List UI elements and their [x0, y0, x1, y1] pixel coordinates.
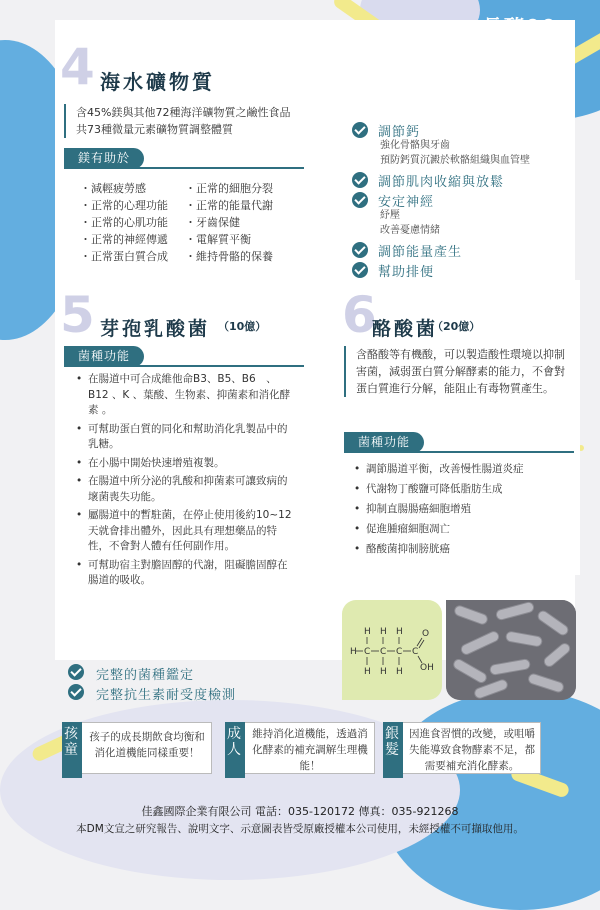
benefit-label: 安定神經 — [378, 195, 435, 210]
brand-logo-text — [482, 14, 570, 66]
section-4-intro — [64, 104, 290, 138]
list-item: • 在腸道中可合成維他命B3、B5、B6 、B12 、K 、葉酸、生物素、抑菌素和消化酵素 。 — [76, 372, 294, 419]
list-item: • 代謝物丁酸鹽可降低脂肪生成 — [354, 482, 574, 496]
list-item: • 可幫助宿主對膽固醇的代謝，阻礙膽固醇在腸道的吸收。 — [76, 558, 294, 589]
list-item: • 在小腸中開始快速增殖複製。 — [76, 456, 294, 472]
atom-label: H — [364, 667, 371, 677]
list-item: • 屬腸道中的暫駐菌，在停止使用後約10~12天就會排出體外，因此具有理想藥品的特性，不會對人體有任何副作用。 — [76, 508, 294, 555]
target-box-label: 孩童 — [62, 722, 82, 778]
section-6-tag: 菌種功能 — [344, 432, 424, 453]
list-item: ・正常的神經傳遞 — [80, 233, 168, 246]
check-icon — [68, 664, 84, 680]
benefit-label: 調節鈣 — [378, 125, 421, 140]
check-icon — [352, 192, 368, 208]
list-item: ・正常的能量代謝 — [185, 199, 273, 212]
section-6-count: （20億） — [432, 320, 481, 333]
check-icon — [352, 262, 368, 278]
atom-label: H — [396, 627, 403, 637]
list-item: ・牙齒保健 — [185, 216, 240, 229]
atom-label: C — [380, 647, 387, 657]
butyric-acid-molecule-image — [342, 600, 442, 700]
list-item: ・減輕疲勞感 — [80, 182, 146, 195]
benefit-sub: 改善憂慮情緒 — [380, 225, 440, 236]
section-5-number: 5 — [60, 286, 95, 344]
list-item: • 在腸道中所分泌的乳酸和抑菌素可讓致病的壞菌喪失功能。 — [76, 474, 294, 505]
list-item: ・電解質平衡 — [185, 233, 251, 246]
benefit-sub: 預防鈣質沉澱於軟骼組織與血管壁 — [380, 155, 530, 166]
section-5-count: （10億） — [218, 320, 267, 333]
benefit-label: 調節能量產生 — [378, 245, 463, 260]
section-4-list-col-2 — [185, 180, 273, 265]
footer-company: 佳鑫國際企業有限公司 電話：035-120172 傳真：035-921268 — [141, 805, 459, 818]
benefit-label: 幫助排便 — [378, 265, 435, 280]
atom-label: O — [422, 629, 430, 639]
check-icon — [68, 684, 84, 700]
list-item: ・正常的心理功能 — [80, 199, 168, 212]
target-box-text: 孩子的成長期飲食均衡和消化道機能同樣重要！ — [89, 731, 205, 759]
list-item: ・維持骨骼的保養 — [185, 250, 273, 263]
section-4-intro-line-1: 含45%鎂與其他72種海洋礦物質之鹼性食品 — [76, 106, 291, 119]
atom-label: H — [350, 647, 357, 657]
benefit-label: 調節肌肉收縮與放鬆 — [378, 175, 505, 190]
section-4-number: 4 — [60, 38, 95, 96]
atom-label: C — [364, 647, 371, 657]
section-4-intro-line-2: 共73種微量元素礦物質調整體質 — [76, 123, 233, 136]
bacteria-microscope-photo — [446, 600, 576, 700]
brand-line-1: 長酵99 — [482, 15, 558, 39]
brand-line-2: 有酵益菌 — [482, 41, 570, 65]
atom-label: OH — [420, 663, 434, 673]
section-6-intro: 含酪酸等有機酸，可以製造酸性環境以抑制害菌，減弱蛋白質分解酵素的能力，不會對蛋白質進行分解，能阻止有毒物質產生。 — [344, 346, 568, 397]
section-5-title: 芽孢乳酸菌 — [100, 318, 211, 340]
check-icon — [352, 242, 368, 258]
section-4-title: 海水礦物質 — [100, 70, 215, 94]
list-item: • 酪酸菌抑制膀胱癌 — [354, 542, 574, 556]
target-box-text: 因進食習慣的改變，或咀嚼失能導致食物酵素不足，都需要補充消化酵素。 — [409, 728, 535, 772]
atom-label: C — [396, 647, 403, 657]
atom-label: H — [380, 667, 387, 677]
list-item: • 調節腸道平衡，改善慢性腸道炎症 — [354, 462, 574, 476]
list-item: • 抑制直腸腸癌細胞增殖 — [354, 502, 574, 516]
section-5-tag: 菌種功能 — [64, 346, 144, 367]
section-4-tag: 鎂有助於 — [64, 148, 144, 169]
section-6-title: 酪酸菌 — [372, 318, 439, 340]
atom-label: C — [412, 647, 419, 657]
atom-label: H — [364, 627, 371, 637]
list-item: ・正常蛋白質合成 — [80, 250, 168, 263]
atom-label: H — [380, 627, 387, 637]
check-label: 完整抗生素耐受度檢測 — [96, 688, 237, 703]
section-6-list — [354, 462, 574, 562]
target-box-label: 銀髮 — [383, 722, 403, 778]
target-box-text: 維持消化道機能，透過消化酵素的補充調解生理機能！ — [252, 728, 368, 772]
atom-label: H — [396, 667, 403, 677]
check-label: 完整的菌種鑑定 — [96, 668, 195, 683]
section-6-number: 6 — [342, 286, 377, 344]
list-item: ・正常的細胞分裂 — [185, 182, 273, 195]
section-4-list-col-1 — [80, 180, 168, 265]
target-box-label: 成人 — [225, 722, 245, 778]
bacteria-icon — [446, 600, 576, 700]
check-icon — [352, 172, 368, 188]
benefit-sub: 強化骨骼與牙齒 — [380, 140, 450, 151]
list-item: • 促進腫瘤細胞凋亡 — [354, 522, 574, 536]
benefit-sub: 紓壓 — [380, 210, 400, 221]
list-item: • 可幫助蛋白質的同化和幫助消化乳製品中的乳糖。 — [76, 422, 294, 453]
check-icon — [352, 122, 368, 138]
molecule-structure-icon — [342, 600, 442, 700]
list-item: ・正常的心肌功能 — [80, 216, 168, 229]
section-5-list — [76, 372, 294, 592]
footer-notice: 本DM文宣之研究報告、說明文字、示意圖表皆受原廠授權本公司使用，未經授權不可擷取他用。 — [76, 823, 524, 835]
